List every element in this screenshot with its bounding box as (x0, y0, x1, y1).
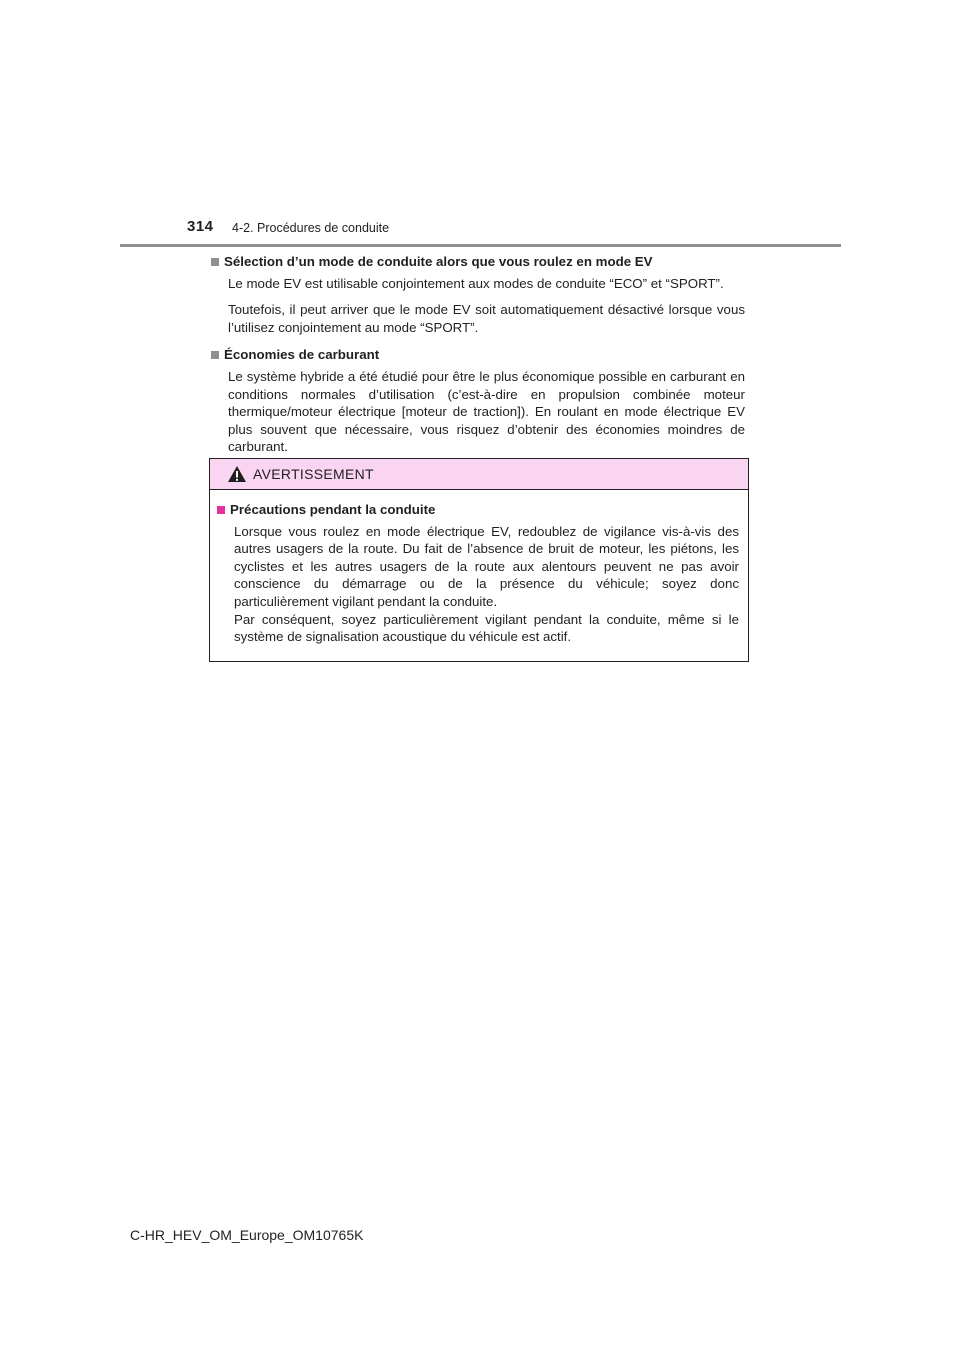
header-rule (120, 244, 841, 247)
paragraph: Le mode EV est utilisable conjointement aux modes de conduite “ECO” et “SPORT”. (228, 275, 724, 291)
paragraph: Lorsque vous roulez en mode électrique EV, redoublez de vigilance vis-à-vis des autres usagers de la route. Du fait de l’absence de bruit de moteur, les piétons, les cyclistes et les autres usagers de la route aux alentours peuvent ne pas avoir conscience du démarrage ou de la présence du véhicule; soyez donc particulièrement vigilant pendant la conduite. (234, 523, 739, 609)
warning-title: AVERTISSEMENT (253, 466, 374, 482)
document-code: C-HR_HEV_OM_Europe_OM10765K (130, 1227, 364, 1243)
warning-box (209, 458, 749, 662)
square-bullet-icon (211, 258, 219, 266)
paragraph: Par conséquent, soyez particulièrement vigilant pendant la conduite, même si le système de signalisation acoustique du véhicule est actif. (234, 611, 739, 645)
square-bullet-icon (211, 351, 219, 359)
page-number: 314 (187, 218, 214, 235)
section-heading: Sélection d’un mode de conduite alors que vous roulez en mode EV (224, 254, 653, 269)
paragraph: Toutefois, il peut arriver que le mode EV soit automatiquement désactivé lorsque vous l’utilisez conjointement au mode “SPORT”. (228, 302, 745, 335)
warning-body (210, 490, 748, 646)
warning-header (210, 459, 748, 490)
section-ev-mode-selection (211, 253, 745, 336)
warning-triangle-icon (227, 465, 247, 483)
square-bullet-icon (217, 506, 225, 514)
warning-heading: Précautions pendant la conduite (230, 502, 436, 517)
main-content (211, 253, 745, 466)
paragraph: Le système hybride a été étudié pour être le plus économique possible en carburant en conditions normales d’utilisation (c’est-à-dire en propulsion combinée moteur thermique/moteur électrique [moteur de traction]). En roulant en mode électrique EV plus souvent que nécessaire, vous risquez d’obtenir des économies moindres de carburant. (228, 368, 745, 455)
section-title: 4-2. Procédures de conduite (232, 221, 390, 235)
section-heading: Économies de carburant (224, 347, 380, 363)
section-fuel-economy (211, 346, 745, 456)
